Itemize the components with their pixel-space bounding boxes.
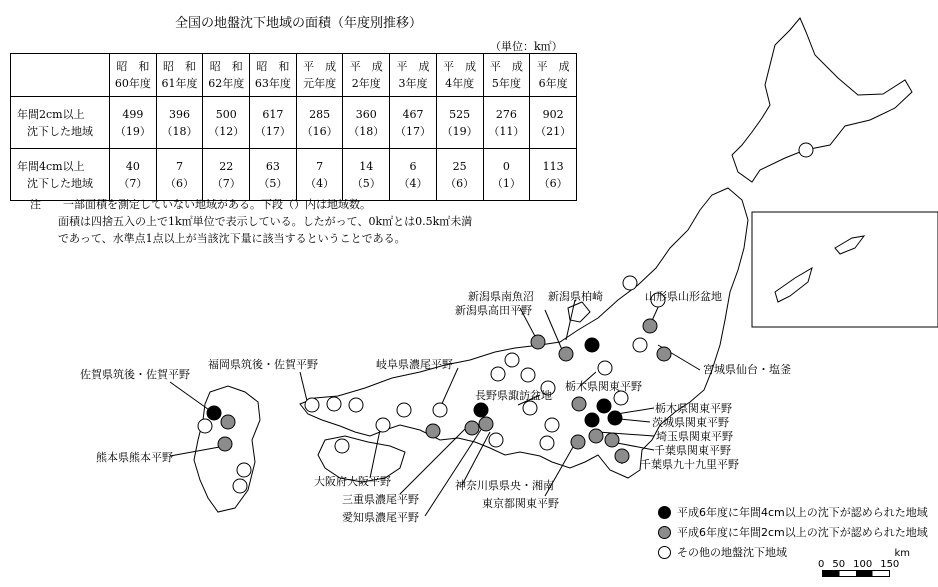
leader-line (370, 430, 380, 478)
okinawa-outline (775, 268, 812, 302)
marker-other (521, 368, 535, 382)
marker-other (598, 361, 612, 375)
marker-other (305, 398, 319, 412)
col-header: 平 成 5年度 (483, 54, 530, 97)
col-header: 平 成 4年度 (436, 54, 483, 97)
label-fukuoka: 福岡県筑後・佐賀平野 (208, 358, 318, 371)
col-header: 平 成 6年度 (530, 54, 577, 97)
marker-2cm (643, 319, 657, 333)
marker-2cm (559, 347, 573, 361)
marker-other (623, 276, 637, 290)
marker-other (237, 463, 251, 477)
marker-other (335, 439, 349, 453)
marker-2cm (221, 415, 235, 429)
scale-tick: 150 (880, 559, 900, 570)
marker-2cm (615, 449, 629, 463)
col-header: 平 成 3年度 (390, 54, 437, 97)
col-header: 平 成 元年度 (296, 54, 343, 97)
okinawa-inset-frame (752, 212, 938, 327)
marker-2cm (572, 397, 586, 411)
table-cell: 7 （4） (296, 149, 343, 201)
page-title: 全国の地盤沈下地域の面積（年度別推移） (175, 16, 423, 31)
label-aichi: 愛知県濃尾平野 (342, 511, 419, 524)
leader-line (170, 382, 212, 412)
leader-line (170, 446, 225, 456)
marker-4cm (608, 411, 622, 425)
col-header: 昭 和 61年度 (156, 54, 203, 97)
leader-line (440, 368, 458, 408)
label-yamagata: 山形県山形盆地 (645, 290, 722, 303)
marker-2cm (479, 417, 493, 431)
marker-2cm (605, 433, 619, 447)
label-niigata-takada: 新潟県高田平野 (455, 304, 532, 317)
col-header: 昭 和 63年度 (250, 54, 297, 97)
label-niigata-minami: 新潟県南魚沼 (468, 290, 534, 303)
scale-bar-graphic (822, 570, 890, 577)
label-chiba2: 千葉県九十九里平野 (640, 458, 739, 471)
row-label: 年間4cm以上 沈下した地域 (11, 149, 110, 201)
table-cell: 63 （5） (250, 149, 297, 201)
table-cell: 113 （6） (530, 149, 577, 201)
coastlines (194, 18, 938, 512)
table-cell: 500 （12） (203, 97, 250, 149)
note-line-2: 面積は四捨五入の上で1k㎡単位で表示している。したがって、0k㎡とは0.5k㎡未満 (58, 215, 473, 228)
label-miyagi: 宮城県仙台・塩釜 (703, 363, 791, 376)
table-cell: 396 （18） (156, 97, 203, 149)
table-cell: 40 （7） (110, 149, 157, 201)
marker-other (489, 433, 503, 447)
marker-other (505, 353, 519, 367)
sado-outline (568, 302, 590, 322)
hokkaido-outline (732, 18, 912, 182)
marker-other (327, 397, 341, 411)
label-mie: 三重県濃尾平野 (342, 493, 419, 506)
marker-other (491, 367, 505, 381)
legend-item-4cm: 平成6年度に年間4cm以上の沈下が認められた地域 (658, 502, 928, 522)
gray-dot-icon (658, 526, 671, 539)
marker-other (540, 436, 554, 450)
row-label: 年間2cm以上 沈下した地域 (11, 97, 110, 149)
label-ibaraki: 茨城県関東平野 (652, 416, 729, 429)
table-cell: 499 （19） (110, 97, 157, 149)
table-cell: 22 （7） (203, 149, 250, 201)
white-dot-icon (658, 546, 671, 559)
label-tochigi1: 栃木県関東平野 (565, 380, 642, 393)
marker-other (376, 418, 390, 432)
unit-label: （単位：k㎡） (490, 40, 563, 53)
label-tochigi2: 栃木県関東平野 (655, 402, 732, 415)
label-saitama: 埼玉県関東平野 (656, 430, 733, 443)
marker-other (523, 401, 537, 415)
table-cell: 617 （17） (250, 97, 297, 149)
black-dot-icon (658, 506, 671, 519)
marker-other (433, 403, 447, 417)
label-gifu: 岐阜県濃尾平野 (376, 358, 453, 371)
table-cell: 7 （6） (156, 149, 203, 201)
marker-2cm (218, 437, 232, 451)
table-cell: 276 （11） (483, 97, 530, 149)
marker-other (233, 479, 247, 493)
table-cell: 25 （6） (436, 149, 483, 201)
table-cell: 0 （1） (483, 149, 530, 201)
marker-other (397, 403, 411, 417)
table-cell: 525 （19） (436, 97, 483, 149)
label-tokyo: 東京都関東平野 (482, 497, 559, 510)
label-osaka: 大阪府大阪平野 (314, 475, 391, 488)
label-kanagawa: 神奈川県県央・湘南 (455, 479, 554, 492)
marker-4cm (585, 413, 599, 427)
marker-4cm (474, 403, 488, 417)
legend-item-other: その他の地盤沈下地域 (658, 542, 928, 562)
table-cell: 285 （16） (296, 97, 343, 149)
marker-2cm (426, 424, 440, 438)
col-header: 昭 和 62年度 (203, 54, 250, 97)
col-header: 平 成 2年度 (343, 54, 390, 97)
marker-other (198, 419, 212, 433)
marker-other (545, 418, 559, 432)
marker-4cm (597, 399, 611, 413)
marker-2cm (571, 435, 585, 449)
marker-other (614, 391, 628, 405)
amami-outline (835, 236, 864, 254)
label-niigata-kashiwa: 新潟県柏崎 (548, 290, 603, 303)
label-chiba1: 千葉県関東平野 (654, 444, 731, 457)
table-cell: 360 （18） (343, 97, 390, 149)
marker-other (633, 338, 647, 352)
marker-4cm (207, 406, 221, 420)
label-nagano: 長野県諏訪盆地 (475, 389, 552, 402)
scale-tick: 50 (832, 559, 846, 570)
leader-line (617, 408, 654, 414)
scale-unit: km (894, 548, 910, 559)
table-cell: 6 （4） (390, 149, 437, 201)
col-header: 昭 和 60年度 (110, 54, 157, 97)
table-cell: 902 （21） (530, 97, 577, 149)
leader-line (545, 310, 563, 352)
table-cell: 14 （5） (343, 149, 390, 201)
note-line-1: 一部面積を測定していない地域がある。下段（）内は地域数。 (63, 198, 371, 211)
label-kumamoto: 熊本県熊本平野 (96, 451, 173, 464)
scale-tick: 100 (853, 559, 873, 570)
table-cell: 467 （17） (390, 97, 437, 149)
note-mark: 注 (30, 198, 41, 211)
note-line-3: であって、水準点1点以上が当該沈下量に該当するということである。 (58, 232, 406, 245)
marker-2cm (531, 335, 545, 349)
legend-item-2cm: 平成6年度に年間2cm以上の沈下が認められた地域 (658, 522, 928, 542)
label-saga: 佐賀県筑後・佐賀平野 (80, 368, 190, 381)
leader-line (566, 300, 575, 340)
marker-2cm (589, 429, 603, 443)
scale-tick: 0 (818, 559, 825, 570)
marker-2cm (465, 421, 479, 435)
marker-2cm (657, 347, 671, 361)
marker-4cm (585, 338, 599, 352)
marker-other (799, 143, 813, 157)
scale-bar (818, 548, 910, 577)
marker-other (349, 398, 363, 412)
